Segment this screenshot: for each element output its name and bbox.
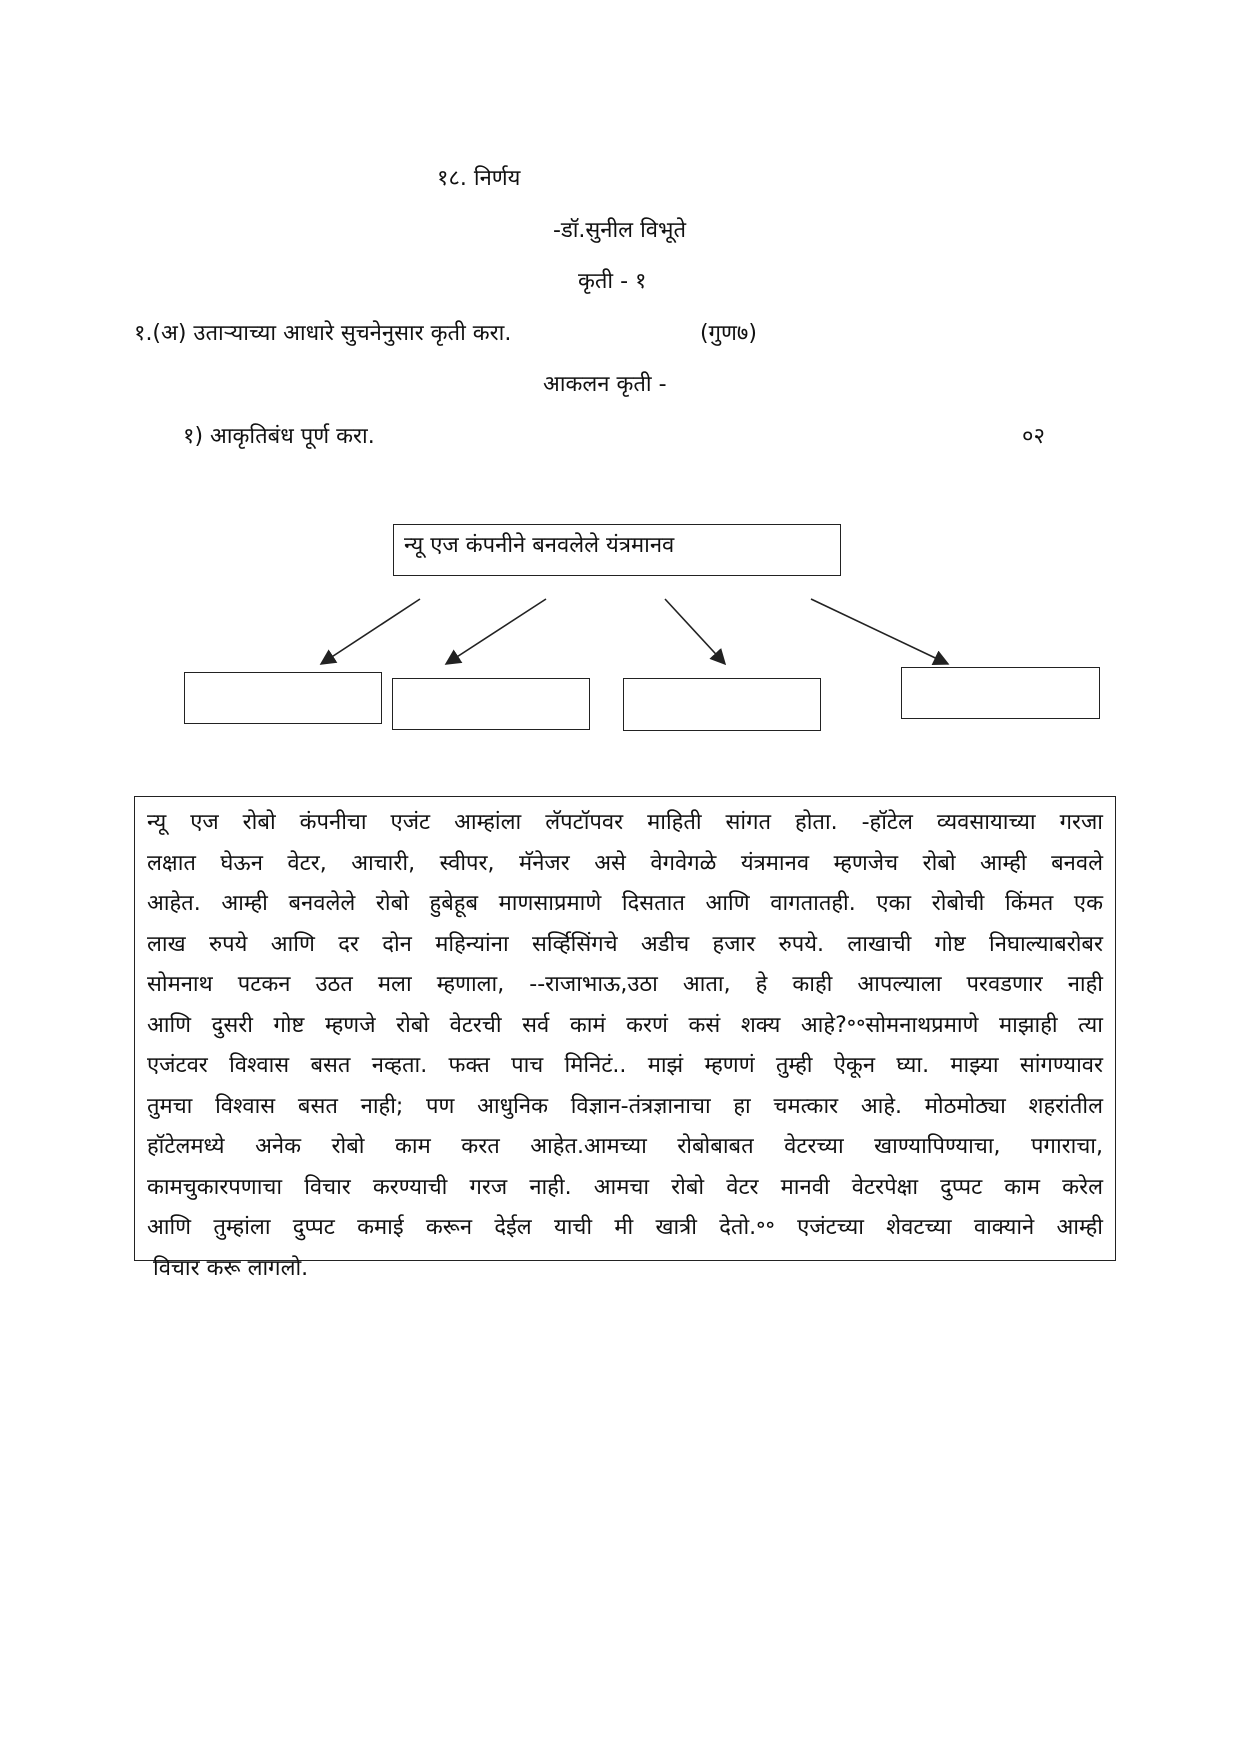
passage-line: तुमचा विश्वास बसत नाही; पण आधुनिक विज्ञान-तंत्रज्ञानाचा हा चमत्कार आहे. मोठमोठ्या शहरांतील: [147, 1093, 1103, 1119]
question-marks: (गुण७): [700, 321, 757, 346]
passage-line: आणि तुम्हांला दुप्पट कमाई करून देईल याची मी खात्री देतो.॰॰ एजंटच्या शेवटच्या वाक्याने आम्ही: [147, 1215, 1103, 1240]
arrow-1: [321, 599, 420, 664]
answer-box-1[interactable]: [184, 672, 382, 724]
passage-line: हॉटेलमध्ये अनेक रोबो काम करत आहेत.आमच्या रोबोबाबत वेटरच्या खाण्यापिण्याचा, पगाराचा,: [147, 1134, 1103, 1159]
passage-line: विचार करू लागलो.: [153, 1255, 309, 1281]
passage-line: लक्षात घेऊन वेटर, आचारी, स्वीपर, मॅनेजर असे वेगवेगळे यंत्रमानव म्हणजेच रोबो आम्ही बनवले: [147, 850, 1103, 876]
passage-line: सोमनाथ पटकन उठत मला म्हणाला, --राजाभाऊ,उठा आता, हे काही आपल्याला परवडणार नाही: [147, 972, 1103, 997]
task-label: १) आकृतिबंध पूर्ण करा.: [183, 424, 375, 449]
diagram-center-box: [393, 524, 841, 576]
passage-line: आणि दुसरी गोष्ट म्हणजे रोबो वेटरची सर्व कामं करणं कसं शक्य आहे?॰॰सोमनाथप्रमाणे माझाही त्या: [147, 1012, 1103, 1038]
diagram-center-text: न्यू एज कंपनीने बनवलेले यंत्रमानव: [404, 533, 675, 558]
passage-line: लाख रुपये आणि दर दोन महिन्यांना सर्व्हिसिंगचे अडीच हजार रुपये. लाखाची गोष्ट निघाल्याबरोबर: [147, 931, 1103, 957]
passage-line: आहेत. आम्ही बनवलेले रोबो हुबेहूब माणसाप्रमाणे दिसतात आणि वागतातही. एका रोबोची किंमत एक: [147, 891, 1103, 916]
author-name: -डॉ.सुनील विभूते: [553, 218, 687, 243]
answer-box-2[interactable]: [392, 678, 590, 730]
section-heading: आकलन कृती -: [543, 372, 667, 397]
task-marks: ०२: [1022, 424, 1045, 449]
question-instruction: १.(अ) उताऱ्याच्या आधारे सुचनेनुसार कृती करा.: [134, 321, 512, 346]
passage-line: एजंटवर विश्वास बसत नव्हता. फक्त पाच मिनिटं.. माझं म्हणणं तुम्ही ऐकून घ्या. माझ्या सांगण्यावर: [147, 1053, 1103, 1078]
passage-line: कामचुकारपणाचा विचार करण्याची गरज नाही. आमचा रोबो वेटर मानवी वेटरपेक्षा दुप्पट काम करेल: [147, 1174, 1103, 1200]
arrow-3: [665, 599, 725, 664]
answer-box-4[interactable]: [901, 667, 1100, 719]
activity-heading: कृती - १: [578, 269, 647, 294]
passage-box: [134, 796, 1116, 1281]
answer-box-3[interactable]: [623, 678, 821, 731]
passage-line: न्यू एज रोबो कंपनीचा एजंट आम्हांला लॅपटॉपवर माहिती सांगत होता. -हॉटेल व्यवसायाच्या गरजा: [147, 810, 1103, 835]
arrow-4: [811, 599, 948, 664]
lesson-title: १८. निर्णय: [437, 166, 521, 191]
arrow-2: [446, 599, 546, 664]
